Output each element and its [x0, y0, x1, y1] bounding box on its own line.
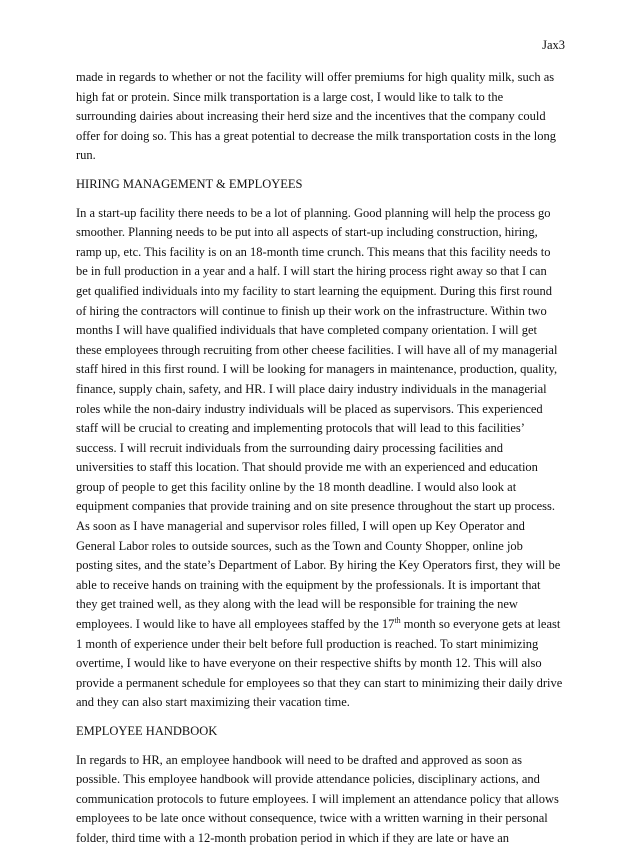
text-line: As soon as I have managerial and supervisor roles filled, I will open up Key Operator and [76, 519, 525, 534]
section-heading-hiring: HIRING MANAGEMENT & EMPLOYEES [76, 176, 303, 191]
text-line: surrounding dairies about increasing their herd size and the incentives that the company could [76, 109, 546, 124]
text-line: they get trained well, as they along with the lead will be responsible for training the new [76, 597, 518, 612]
text-line: ramp up, etc. This facility is on an 18-month time crunch. This means that this facility needs to [76, 244, 551, 259]
running-head: Jax3 [542, 38, 565, 52]
text-line: months I will have qualified individuals that have completed company orientation. I will get [76, 323, 537, 338]
text-line: In a start-up facility there needs to be a lot of planning. Good planning will help the process go [76, 205, 551, 220]
text-fragment: employees. I would like to have all employees staffed by the 17 [76, 617, 395, 632]
text-line: get qualified individuals into my facility to start learning the equipment. During this first round [76, 283, 552, 298]
section-heading-handbook: EMPLOYEE HANDBOOK [76, 724, 218, 738]
text-line: finance, supply chain, safety, and HR. I will place dairy industry individuals in the managerial [76, 381, 547, 396]
text-line: group of people to get this facility online by the 18 month deadline. I would also look at [76, 479, 517, 494]
document-body [76, 68, 566, 849]
text-line: universities to staff this location. That should provide me with an experienced and education [76, 460, 538, 475]
text-line: staff will be crucial to creating and implementing protocols that will lead to this facilities’ [76, 421, 525, 436]
text-line: success. I will recruit individuals from the surrounding dairy processing facilities and [76, 440, 503, 455]
text-line: provide a permanent schedule for employees so that they can start to minimizing their daily drive [76, 675, 563, 690]
text-line: offer for doing so. This has a great potential to decrease the milk transportation costs in the long [76, 128, 556, 143]
ordinal-superscript: th [394, 616, 401, 626]
text-line: able to receive hands on training with the equipment by the professionals. It is important that [76, 577, 541, 592]
text-line: posting sites, and the state’s Department of Labor. By hiring the Key Operators first, they will be [76, 558, 561, 573]
text-line: possible. This employee handbook will provide attendance policies, disciplinary actions, and [76, 772, 540, 787]
paragraph-handbook [76, 751, 566, 849]
text-line: of hiring the contractors will continue to finish up their work on the infrastructure. Within two [76, 303, 547, 318]
text-line: be in full production in a year and a half. I will start the hiring process right away so that I can [76, 264, 547, 279]
text-line-with-superscript [76, 615, 566, 635]
text-line: folder, third time with a 12-month probation period in which if they are late or have an [76, 830, 510, 845]
text-line: made in regards to whether or not the facility will offer premiums for high quality milk, such as [76, 70, 555, 84]
text-line: General Labor roles to outside sources, such as the Town and County Shopper, online job [76, 538, 523, 553]
text-line: communication protocols to future employees. I will implement an attendance policy that allows [76, 791, 559, 806]
text-fragment: month so everyone gets at least [400, 617, 561, 632]
text-line: high fat or protein. Since milk transportation is a large cost, I would like to talk to the [76, 89, 504, 104]
text-line: these employees through recruiting from other cheese facilities. I will have all of my managerial [76, 342, 558, 357]
text-line: 1 month of experience under their belt before full production is reached. To start minimizing [76, 636, 539, 651]
paragraph-intro [76, 68, 566, 166]
text-line: In regards to HR, an employee handbook will need to be drafted and approved as soon as [76, 752, 523, 767]
text-line: roles while the non-dairy industry individuals will be placed as supervisors. This experienced [76, 401, 543, 416]
text-line: run. [76, 148, 96, 163]
text-line: employees to be late once without consequence, twice with a written warning in their personal [76, 811, 548, 826]
paragraph-hiring [76, 204, 566, 713]
text-line: and they can also start maximizing their vacation time. [76, 695, 350, 710]
text-line: smoother. Planning needs to be put into all aspects of start-up including construction, hiring, [76, 225, 538, 240]
text-line: staff hired in this first round. I will be looking for managers in maintenance, production, quality, [76, 362, 558, 377]
text-line: overtime, I would like to have everyone on their respective shifts by month 12. This will also [76, 656, 542, 671]
text-line: equipment companies that provide training and on site presence throughout the start up process. [76, 499, 556, 514]
